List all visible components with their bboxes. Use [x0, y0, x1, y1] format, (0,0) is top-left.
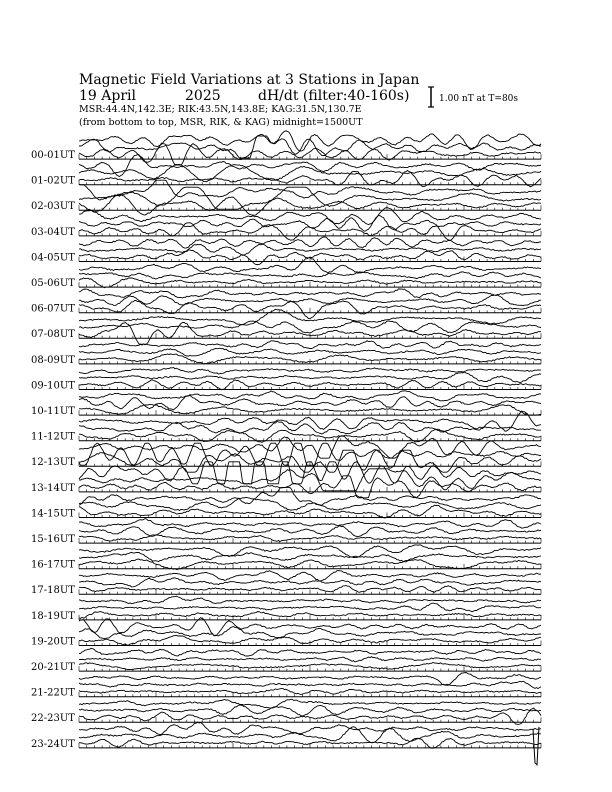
station-coordinates: MSR:44.4N,142.3E; RIK:43.5N,143.8E; KAG:31.5N,130.7E [79, 104, 362, 115]
trace-rik [79, 705, 541, 716]
row-label: 01-02UT [31, 175, 75, 187]
trace-rik [79, 603, 541, 612]
row-label: 19-20UT [31, 636, 75, 648]
row-label: 15-16UT [31, 534, 75, 545]
chart-title: Magnetic Field Variations at 3 Stations in Japan [79, 72, 420, 88]
trace-rik [79, 526, 541, 537]
scale-bar-label: 1.00 nT at T=80s [439, 94, 519, 104]
trace-kag [79, 289, 541, 298]
row-label: 05-06UT [31, 278, 75, 289]
trace-kag [79, 391, 541, 401]
row-label: 03-04UT [31, 226, 75, 238]
row-label: 17-18UT [31, 585, 75, 597]
trace-rik [79, 681, 541, 688]
chart-year: 2025 [185, 88, 221, 104]
row-label: 10-11UT [31, 406, 75, 417]
trace-rik [79, 578, 541, 587]
row-label: 12-13UT [31, 457, 75, 469]
row-label: 04-05UT [31, 252, 75, 264]
trace-rik [79, 372, 541, 383]
row-label: 11-12UT [31, 431, 75, 443]
trace-kag [79, 368, 541, 375]
row-label: 23-24UT [31, 738, 75, 750]
trace-kag [79, 237, 541, 248]
row-label: 21-22UT [31, 687, 75, 699]
trace-kag [79, 648, 541, 656]
row-label: 16-17UT [31, 559, 75, 571]
trace-rik [79, 348, 541, 356]
trace-kag [79, 571, 541, 581]
row-label: 18-19UT [31, 610, 75, 622]
row-label: 22-23UT [31, 713, 75, 725]
trace-kag [79, 519, 541, 529]
row-label: 06-07UT [31, 303, 75, 315]
row-label: 08-09UT [31, 354, 75, 366]
trace-rik [79, 421, 541, 434]
row-label: 20-21UT [31, 662, 75, 673]
chart-date: 19 April [79, 88, 136, 104]
trace-rik [79, 272, 541, 279]
trace-msr [79, 143, 541, 165]
trace-msr [79, 476, 541, 498]
row-label: 13-14UT [31, 482, 75, 494]
row-label: 02-03UT [31, 201, 75, 213]
trace-msr [79, 195, 541, 216]
row-label: 14-15UT [31, 508, 75, 520]
trace-kag [79, 131, 541, 151]
trace-rik [79, 244, 541, 255]
station-order-note: (from bottom to top, MSR, RIK, & KAG) midnight=1500UT [79, 117, 363, 128]
trace-rik [79, 727, 541, 743]
trace-rik [79, 295, 541, 306]
chart-quantity: dH/dt (filter:40-160s) [258, 88, 410, 104]
trace-kag [79, 699, 541, 708]
trace-rik [79, 164, 541, 182]
trace-kag [79, 545, 541, 558]
trace-kag [79, 596, 541, 604]
trace-kag [79, 722, 541, 735]
trace-rik [79, 657, 541, 662]
row-label: 07-08UT [31, 329, 75, 341]
trace-msr [79, 450, 541, 472]
row-label: 09-10UT [31, 380, 75, 392]
row-label: 00-01UT [31, 150, 75, 161]
